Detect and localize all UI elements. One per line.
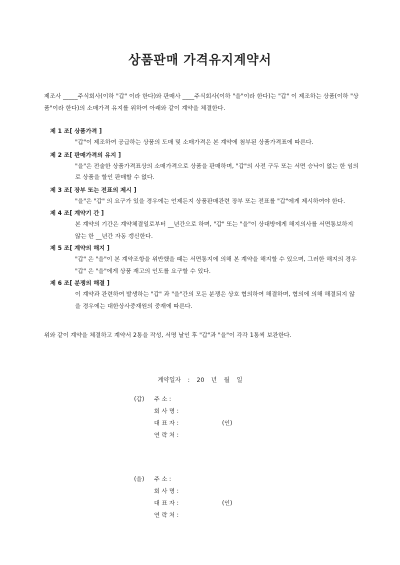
company-name-label: 회 사 명 : (154, 489, 179, 495)
document-title: 상품판매 가격유지계약서 (128, 52, 272, 67)
article-title: 제 2 조[ 판매가격의 유지 ] (50, 152, 121, 159)
article-title: 제 6 조[ 분쟁의 해결 ] (50, 281, 110, 287)
representative-label: 대 표 자 : (154, 501, 179, 507)
intro-paragraph: 제조사 _____주식회사(이하 "갑" 이라 한다)와 판매사 ____주식회사(이하 "을"이라 한다)는 "갑" 이 제조하는 상품(이하 "상품"이라 한다)의 소매가격 유지를 위하여 아래와 같이 계약을 체결한다. (44, 94, 359, 112)
article-title: 제 3 조[ 장부 또는 전표의 제시 ] (50, 187, 137, 194)
article-title: 제 5 조[ 계약의 해지 ] (50, 246, 110, 252)
address-label: 주 소 : (154, 397, 172, 403)
article-body: 본 계약의 기간은 계약체결일로부터 __년간으로 하며, "갑" 또는 "을"이 상대방에게 해지의사를 서면통보하지 않는 한 __년간 자동 갱신한다. (75, 222, 354, 240)
contact-label: 연 락 처 : (154, 513, 179, 519)
contract-date: 계약일자 : 20 년 월 일 (157, 377, 243, 384)
article-title: 제 4 조[ 계약기 간 ] (50, 211, 104, 217)
article-body: "을"은 "갑" 의 요구가 있을 경우에는 언제든지 상품판매관련 장부 또는 전표를 "갑"에게 제시하여야 한다. (75, 198, 346, 205)
article-body: "갑"이 제조하여 공급하는 상품의 도매 및 소매가격은 본 계약에 첨부된 상품가격표에 따른다. (75, 140, 314, 146)
party-role: (갑) (134, 397, 145, 403)
representative-label: 대 표 자 : (154, 421, 179, 427)
seal-mark: (인) (222, 501, 233, 507)
article-1 (50, 127, 360, 150)
party-role: (을) (134, 477, 145, 483)
contact-label: 연 락 처 : (154, 433, 179, 439)
articles-section (50, 127, 360, 314)
article-5 (50, 244, 360, 278)
article-body: "갑" 은 "을"이 본 계약조항을 위반했을 때는 서면통지에 의해 본 계약을 해지할 수 있으며, 그러한 해지의 경우 "갑" 은 "을"에게 상품 재고의 인도를 요구할 수 있다. (75, 257, 357, 275)
article-body: 이 계약과 관련하여 발생하는 "갑" 과 "을"간의 모든 분쟁은 상호 협의하여 해결하며, 협의에 의해 해결되지 않을 경우에는 대한상사중재원의 중재에 따른다. (75, 292, 355, 310)
article-3 (50, 186, 360, 209)
article-4 (50, 209, 360, 243)
article-body: "을"은 전술한 상품가격표상의 소매가격으로 상품을 판매하며, "갑"의 사전 구두 또는 서면 승낙이 없는 한 임의로 상품을 할인 판매할 수 없다. (75, 163, 359, 181)
article-6 (50, 279, 360, 313)
closing-paragraph: 위와 같이 계약을 체결하고 계약서 2통을 작성, 서명 날인 후 "갑"과 "을"이 각각 1통씩 보관한다. (44, 333, 292, 339)
address-label: 주 소 : (154, 477, 172, 483)
seal-mark: (인) (222, 421, 233, 427)
company-name-label: 회 사 명 : (154, 409, 179, 415)
article-2 (50, 151, 360, 185)
article-title: 제 1 조[ 상품가격 ] (50, 129, 102, 135)
